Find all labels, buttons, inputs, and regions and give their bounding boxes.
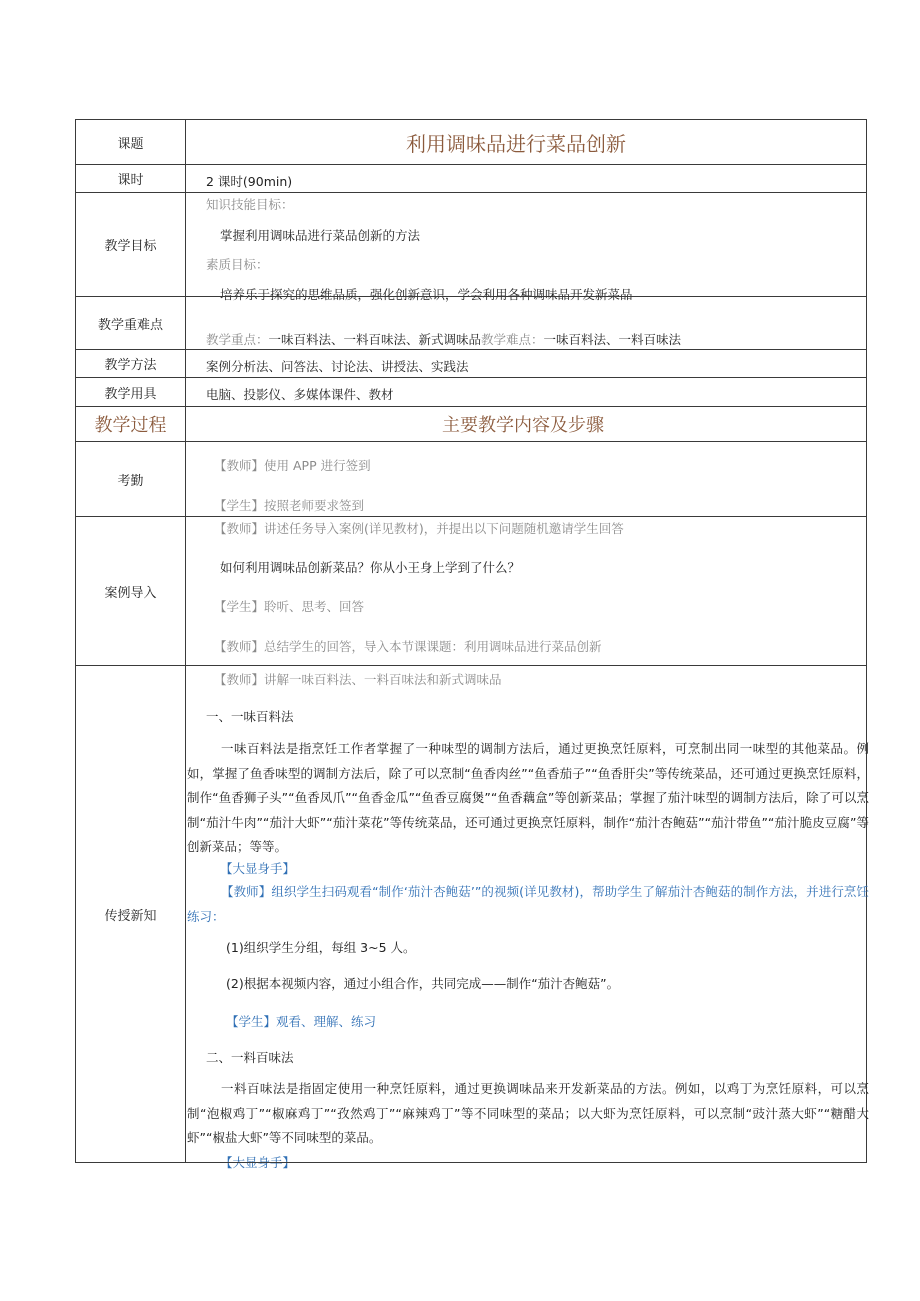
row-new-knowledge bbox=[75, 665, 869, 1170]
nk-teacher-intro: 【教师】讲解一味百料法、一料百味法和新式调味品 bbox=[214, 672, 502, 687]
student-practice: 【学生】观看、理解、练习 bbox=[226, 1014, 377, 1029]
row-title bbox=[75, 119, 867, 164]
case-student: 【学生】聆听、思考、回答 bbox=[214, 599, 365, 614]
knowledge-goal-text: 掌握利用调味品进行菜品创新的方法 bbox=[220, 228, 421, 243]
row-case-intro bbox=[75, 516, 867, 665]
case-teacher-summary: 【教师】总结学生的回答，导入本节课课题：利用调味品进行菜品创新 bbox=[214, 639, 602, 654]
row-hours bbox=[75, 164, 867, 192]
keypoints-line bbox=[206, 332, 681, 348]
table-bottom-border bbox=[75, 1162, 867, 1163]
key-text: 一味百料法、一料百味法、新式调味品 bbox=[268, 332, 482, 347]
row-label: 案例导入 bbox=[76, 517, 186, 665]
attendance-teacher: 【教师】使用 APP 进行签到 bbox=[214, 458, 371, 473]
process-header-left: 教学过程 bbox=[76, 407, 186, 441]
section2-title: 二、一料百味法 bbox=[206, 1050, 294, 1065]
row-methods bbox=[75, 349, 867, 377]
show2-title: 【大显身手】 bbox=[220, 1155, 296, 1170]
step1: (1)组织学生分组，每组 3~5 人。 bbox=[226, 940, 416, 955]
quality-goal-text: 培养乐于探究的思维品质，强化创新意识，学会利用各种调味品开发新菜品 bbox=[220, 287, 633, 302]
hours-value: 2 课时(90min) bbox=[206, 174, 293, 189]
row-label: 考勤 bbox=[76, 442, 186, 516]
show1-title: 【大显身手】 bbox=[220, 861, 296, 876]
case-question: 如何利用调味品创新菜品？你从小王身上学到了什么？ bbox=[220, 560, 521, 575]
row-goals bbox=[75, 192, 867, 302]
row-label: 教学用具 bbox=[76, 378, 186, 406]
attendance-student: 【学生】按照老师要求签到 bbox=[214, 498, 365, 513]
tools-value: 电脑、投影仪、多媒体课件、教材 bbox=[206, 387, 394, 402]
row-label: 课时 bbox=[76, 165, 186, 192]
section1-paragraph: 一味百料法是指烹饪工作者掌握了一种味型的调制方法后，通过更换烹饪原料，可烹制出同一味型的其他菜品。例如，掌握了鱼香味型的调制方法后，除了可以烹制“鱼香肉丝”“鱼香茄子”“鱼香肝尖”等传统菜品，还可通过更换烹饪原料，制作“鱼香狮子头”“鱼香凤爪”“鱼香金瓜”“鱼香豆腐煲”“鱼香藕盒”等创新菜品；掌握了茄汁味型的调制方法后，除了可以烹制“茄汁牛肉”“茄汁大虾”“茄汁菜花”等传统菜品，还可通过更换烹饪原料，制作“茄汁杏鲍菇”“茄汁带鱼”“茄汁脆皮豆腐”等创新菜品；等等。 bbox=[187, 741, 869, 854]
knowledge-goal-heading: 知识技能目标： bbox=[206, 197, 294, 212]
process-header-right: 主要教学内容及步骤 bbox=[442, 415, 604, 436]
row-tools bbox=[75, 377, 867, 406]
quality-goal-heading: 素质目标： bbox=[206, 257, 269, 272]
row-attendance bbox=[75, 441, 867, 516]
row-process-header bbox=[75, 406, 867, 441]
methods-value: 案例分析法、问答法、讨论法、讲授法、实践法 bbox=[206, 359, 469, 374]
section2-paragraph: 一料百味法是指固定使用一种烹饪原料，通过更换调味品来开发新菜品的方法。例如，以鸡丁为烹饪原料，可以烹制“泡椒鸡丁”“椒麻鸡丁”“孜然鸡丁”“麻辣鸡丁”等不同味型的菜品；以大虾为烹饪原料，可以烹制“豉汁蒸大虾”“糖醋大虾”“椒盐大虾”等不同味型的菜品。 bbox=[187, 1081, 869, 1145]
row-label: 教学目标 bbox=[76, 193, 186, 296]
row-label: 教学重难点 bbox=[76, 297, 186, 349]
row-label: 课题 bbox=[76, 120, 186, 164]
row-keypoints bbox=[75, 296, 867, 349]
diff-text: 一味百料法、一料百味法 bbox=[543, 332, 682, 347]
lesson-title: 利用调味品进行菜品创新 bbox=[406, 132, 626, 156]
row-label: 传授新知 bbox=[76, 666, 186, 1162]
case-teacher-intro: 【教师】讲述任务导入案例(详见教材)，并提出以下问题随机邀请学生回答 bbox=[214, 521, 624, 536]
key-prefix: 教学重点： bbox=[206, 332, 269, 347]
section1-title: 一、一味百料法 bbox=[206, 709, 294, 724]
show1-paragraph: 【教师】组织学生扫码观看“制作‘茄汁杏鲍菇’”的视频(详见教材)，帮助学生了解茄汁杏鲍菇的制作方法，并进行烹饪练习： bbox=[187, 884, 869, 924]
step2: (2)根据本视频内容，通过小组合作，共同完成——制作“茄汁杏鲍菇”。 bbox=[226, 976, 620, 991]
diff-prefix: 教学难点： bbox=[481, 332, 544, 347]
row-label: 教学方法 bbox=[76, 350, 186, 377]
